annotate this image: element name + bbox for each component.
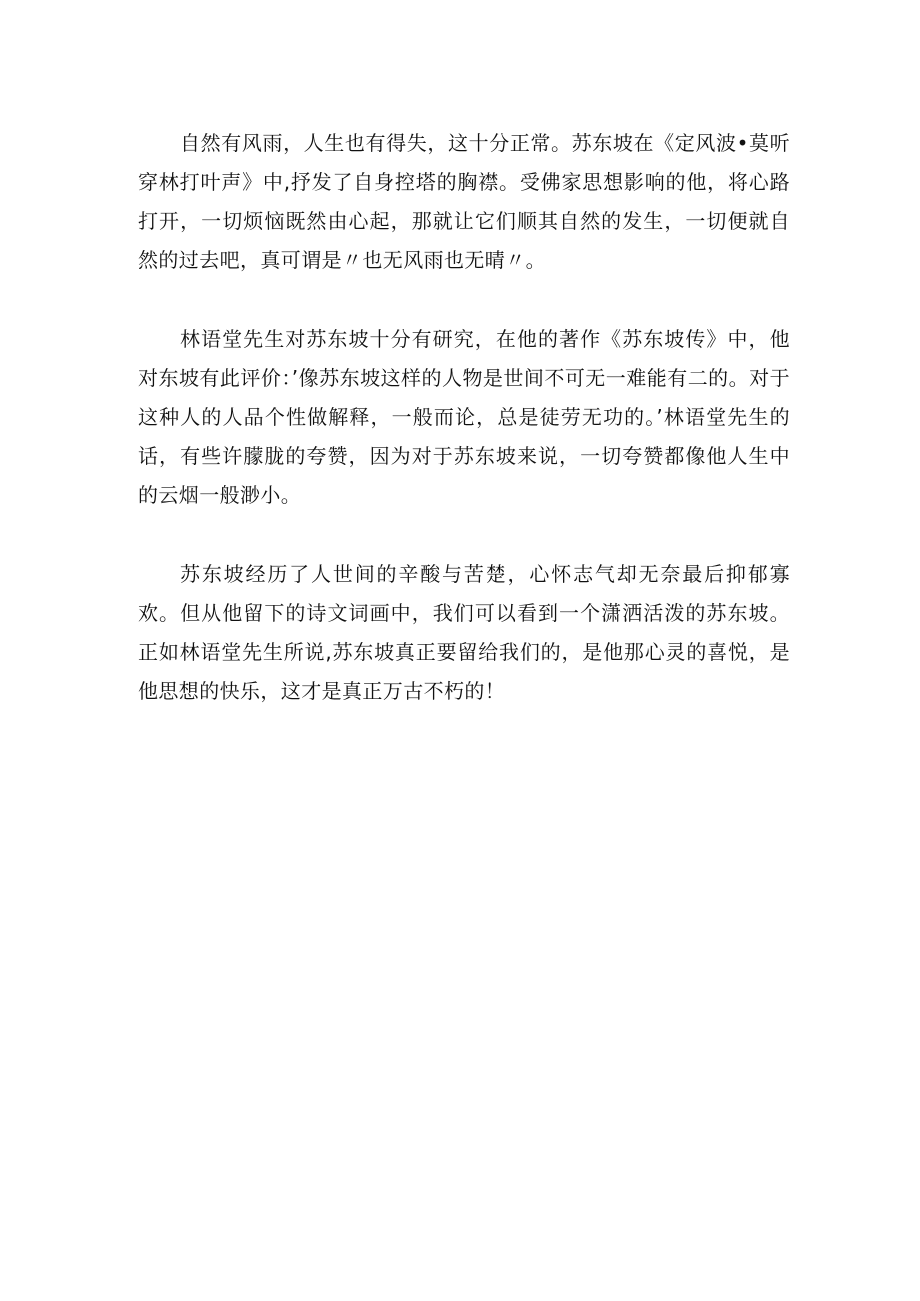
paragraph-3: 苏东坡经历了人世间的辛酸与苦楚，心怀志气却无奈最后抑郁寡欢。但从他留下的诗文词画中，我们可以看到一个潇洒活泼的苏东坡。正如林语堂先生所说,苏东坡真正要留给我们的，是他那心灵的喜悦，是他思想的快乐，这才是真正万古不朽的！ <box>138 562 790 703</box>
paragraph-2: 林语堂先生对苏东坡十分有研究，在他的著作《苏东坡传》中，他对东坡有此评价：’像苏东坡这样的人物是世间不可无一难能有二的。对于这种人的人品个性做解释，一般而论，总是徒劳无功的。’林语堂先生的话，有些许朦胧的夸赞，因为对于苏东坡来说，一切夸赞都像他人生中的云烟一般渺小。 <box>138 327 790 507</box>
document-body <box>138 124 790 751</box>
paragraph-1: 自然有风雨，人生也有得失，这十分正常。苏东坡在《定风波•莫听穿林打叶声》中,抒发了自身控塔的胸襟。受佛家思想影响的他，将心路打开，一切烦恼既然由心起，那就让它们顺其自然的发生，一切便就自然的过去吧，真可谓是〃也无风雨也无晴〃。 <box>138 131 790 272</box>
